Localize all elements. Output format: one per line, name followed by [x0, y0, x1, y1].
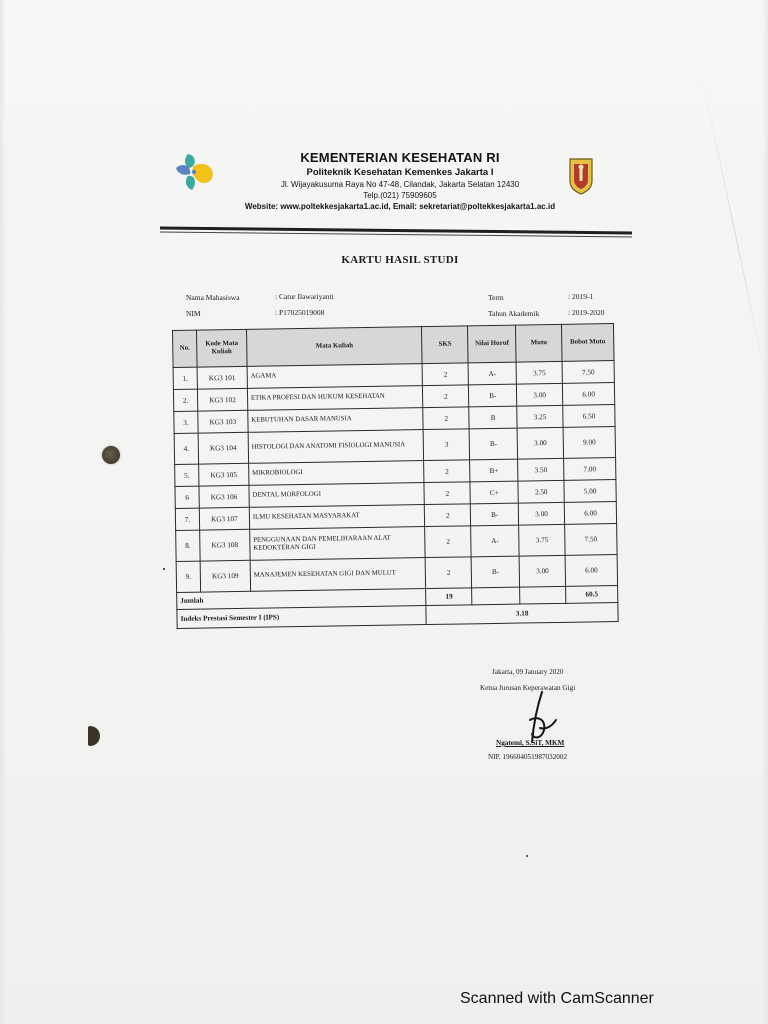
row-mata-kuliah: PENGGUNAAN DAN PEMELIHARAAN ALAT KEDOKTERAN GIGI	[249, 527, 425, 561]
row-nilai: C+	[470, 481, 518, 504]
row-nilai: B+	[470, 459, 518, 482]
row-bobot: 6.50	[563, 405, 615, 428]
row-mata-kuliah: MANAJEMEN KESEHATAN GIGI DAN MULUT	[250, 558, 426, 592]
ips-label: Indeks Prestasi Semester I (IPS)	[177, 606, 427, 629]
row-kode: KG3 108	[200, 529, 250, 561]
row-sks: 2	[425, 557, 471, 589]
row-no: 8.	[176, 530, 200, 561]
row-mata-kuliah: DENTAL MORFOLOGI	[249, 483, 425, 508]
row-no: 7.	[175, 508, 199, 530]
grades-table	[172, 323, 619, 629]
row-bobot: 6.00	[562, 383, 614, 406]
ministry-name: KEMENTERIAN KESEHATAN RI	[300, 150, 500, 165]
row-mata-kuliah: ETIKA PROFESI DAN HUKUM KESEHATAN	[247, 386, 423, 411]
row-mutu: 3.00	[518, 502, 564, 525]
speck	[163, 568, 165, 570]
dki-seal-icon	[568, 155, 594, 195]
sign-position: Ketua Jurusan Keperawatan Gigi	[480, 684, 576, 692]
row-nilai: B	[469, 406, 517, 429]
row-nilai: B-	[469, 428, 517, 460]
row-sks: 2	[423, 407, 469, 430]
name-value: : Catur Ilawariyanti	[275, 292, 334, 301]
row-mutu: 3.00	[517, 383, 563, 406]
row-kode: KG3 105	[199, 463, 249, 486]
row-mutu: 2.50	[518, 480, 564, 503]
row-bobot: 7.00	[564, 458, 616, 481]
row-kode: KG3 106	[199, 485, 249, 508]
row-sks: 3	[423, 429, 469, 461]
total-label: Jumlah	[177, 589, 427, 610]
row-mata-kuliah: HISTOLOGI DAN ANATOMI FISIOLOGI MANUSIA	[248, 430, 424, 464]
speck	[526, 855, 528, 857]
row-no: 9.	[176, 561, 200, 592]
row-bobot: 6.00	[565, 555, 617, 587]
term-label: Term	[488, 293, 504, 302]
punch-hole-bottom	[88, 726, 100, 746]
row-no: 1.	[173, 367, 197, 389]
row-sks: 2	[425, 504, 471, 527]
row-bobot: 9.00	[563, 427, 615, 459]
row-mata-kuliah: AGAMA	[247, 364, 423, 389]
row-sks: 2	[424, 460, 470, 483]
row-kode: KG3 104	[198, 432, 248, 464]
row-kode: KG3 102	[197, 388, 247, 411]
row-no: 5.	[175, 464, 199, 486]
header-bobot: Bobot Mutu	[562, 324, 614, 362]
row-mata-kuliah: MIKROBIOLOGI	[248, 461, 424, 486]
row-mutu: 3.00	[519, 555, 565, 587]
row-mutu: 3.50	[518, 458, 564, 481]
row-sks: 2	[423, 385, 469, 408]
row-no: 4.	[174, 433, 198, 464]
row-sks: 2	[424, 482, 470, 505]
paper-fold	[701, 74, 768, 397]
name-label: Nama Mahasiswa	[186, 293, 240, 302]
row-nilai: B-	[471, 503, 519, 526]
row-mata-kuliah: ILMU KESEHATAN MASYARAKAT	[249, 505, 425, 530]
row-sks: 2	[425, 526, 471, 558]
nim-value: : P17025019008	[275, 308, 325, 317]
row-nilai: B-	[469, 384, 517, 407]
paper-edge-right	[762, 0, 768, 1024]
row-no: 2.	[173, 389, 197, 411]
header-nilai: Nilai Huruf	[468, 325, 516, 363]
row-no: 3.	[174, 411, 198, 433]
row-bobot: 7.50	[562, 361, 614, 384]
sign-name: Ngatemi, S.SiT, MKM	[496, 739, 565, 747]
year-label: Tahun Akademik	[488, 309, 540, 318]
total-sks: 19	[426, 588, 472, 606]
total-empty-nilai	[472, 587, 520, 605]
row-kode: KG3 107	[199, 507, 249, 530]
row-no: 6	[175, 486, 199, 508]
sign-place-date: Jakarta, 09 January 2020	[492, 668, 564, 676]
institution-phone: Telp.(021) 75909605	[363, 191, 437, 200]
row-kode: KG3 103	[198, 410, 248, 433]
row-bobot: 6.00	[564, 502, 616, 525]
row-kode: KG3 109	[200, 560, 250, 592]
document-title: KARTU HASIL STUDI	[341, 254, 459, 266]
punch-hole-top	[102, 446, 120, 464]
header-sks: SKS	[422, 326, 468, 364]
nim-label: NIM	[186, 309, 201, 318]
header-no: No.	[173, 330, 198, 367]
kemenkes-logo-icon	[174, 150, 218, 194]
ips-value: 3.18	[426, 603, 618, 625]
grades-table-wrapper	[172, 323, 619, 629]
row-mutu: 3.25	[517, 405, 563, 428]
institution-name: Politeknik Kesehatan Kemenkes Jakarta I	[306, 167, 494, 178]
row-mutu: 3.75	[519, 524, 565, 556]
camscanner-watermark: Scanned with CamScanner	[460, 990, 654, 1007]
institution-address: Jl. Wijayakusuma Raya No 47-48, Cilandak, Jakarta Selatan 12430	[280, 180, 520, 189]
row-mutu: 3.00	[517, 427, 563, 459]
header-mutu: Mutu	[516, 324, 562, 362]
letterhead	[240, 150, 560, 211]
total-empty-mutu	[520, 586, 566, 604]
header-kode: Kode Mata Kuliah	[196, 329, 246, 367]
header-mata-kuliah: Mata Kuliah	[246, 327, 422, 367]
row-mata-kuliah: KEBUTUHAN DASAR MANUSIA	[248, 408, 424, 433]
year-value: : 2019-2020	[568, 308, 605, 317]
row-sks: 2	[422, 363, 468, 386]
row-kode: KG3 101	[197, 366, 247, 389]
row-bobot: 7.50	[565, 524, 617, 556]
row-mutu: 3.75	[516, 361, 562, 384]
total-bobot: 60.5	[566, 586, 618, 604]
term-value: : 2019-1	[568, 292, 594, 301]
row-bobot: 5.00	[564, 480, 616, 503]
row-nilai: A-	[471, 525, 519, 557]
row-nilai: A-	[468, 362, 516, 385]
institution-website: Website: www.poltekkesjakarta1.ac.id, Email: sekretariat@poltekkesjakarta1.ac.id	[244, 202, 556, 211]
paper-edge-left	[0, 0, 6, 1024]
sign-nip: NIP. 196604051987032002	[488, 753, 568, 761]
row-nilai: B-	[471, 556, 519, 588]
